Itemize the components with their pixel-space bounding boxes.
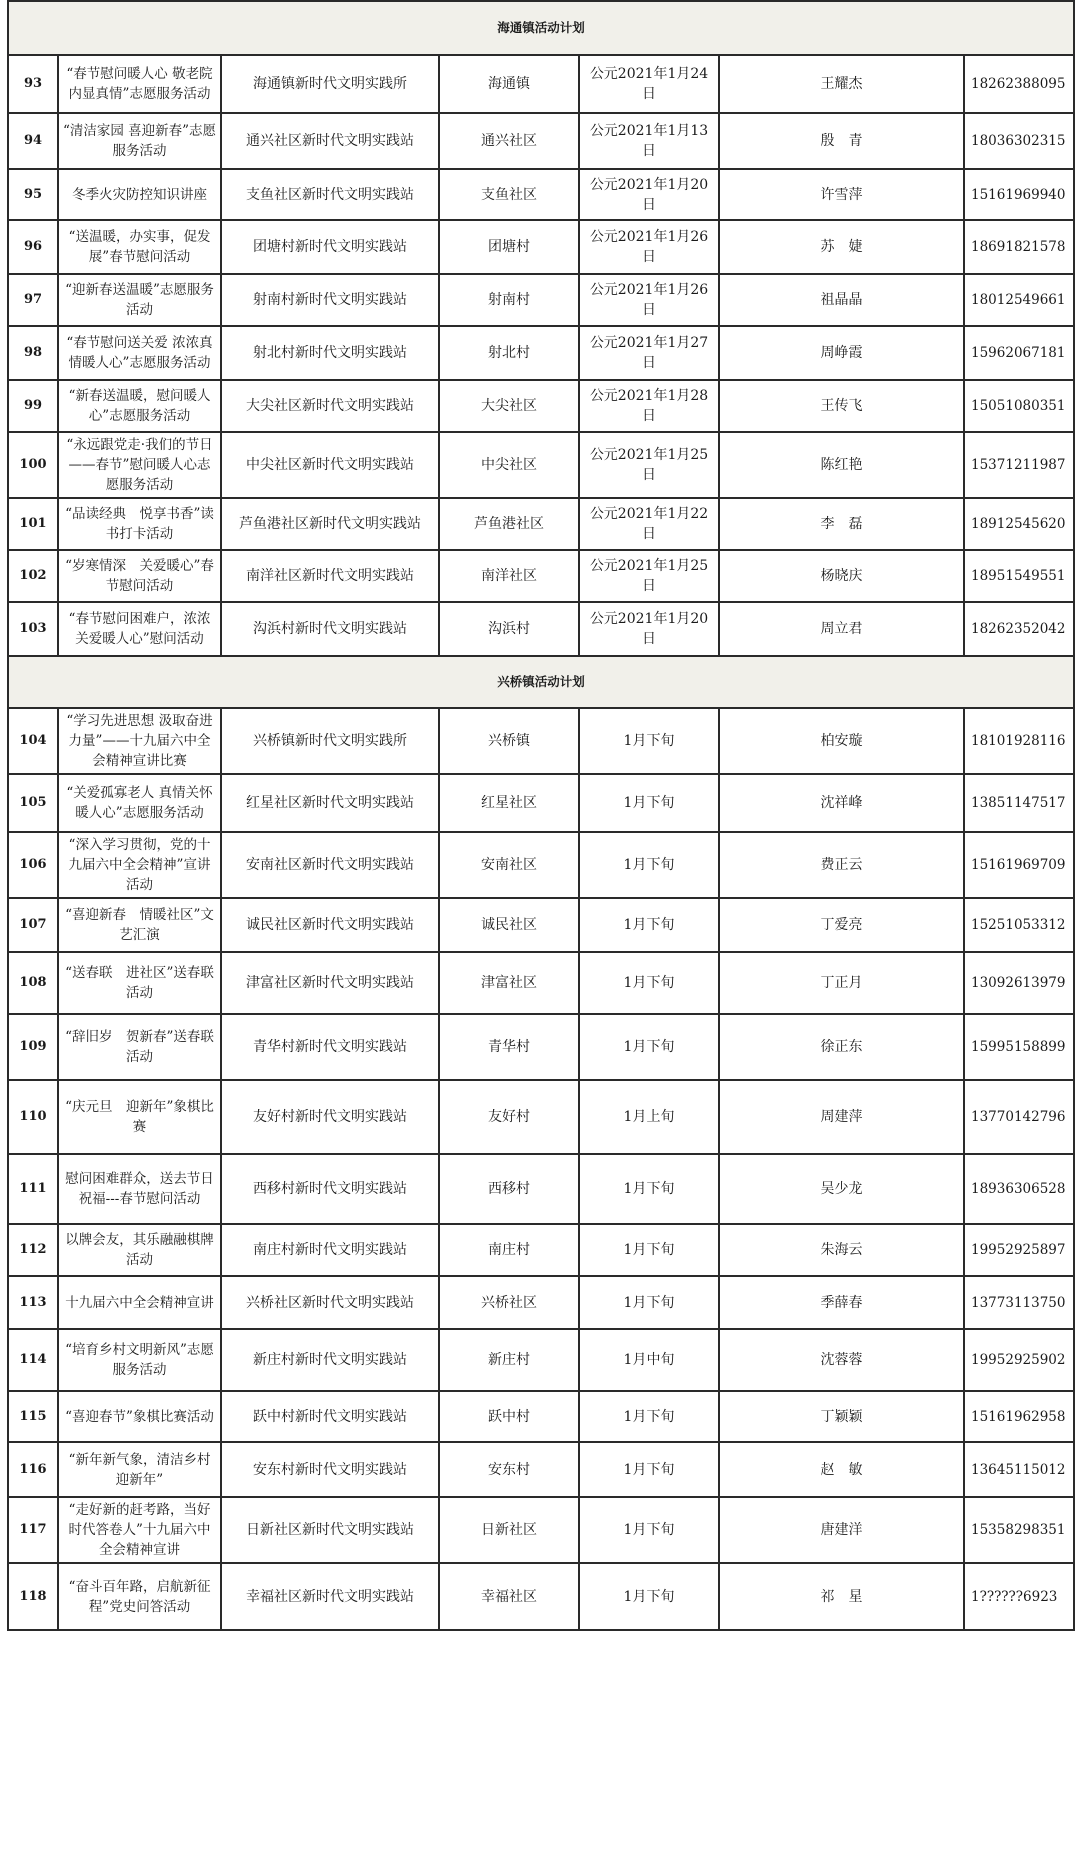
- table-row: [8, 832, 1074, 898]
- date: 公元2021年1月26日: [579, 220, 719, 274]
- row-number: 106: [8, 832, 58, 898]
- date: 公元2021年1月13日: [579, 113, 719, 169]
- activity-name: “春节慰问暖人心 敬老院内显真情”志愿服务活动: [58, 55, 221, 113]
- date: 1月下旬: [579, 708, 719, 774]
- organizer: 沟浜村新时代文明实践站: [221, 602, 439, 656]
- date: 1月下旬: [579, 1563, 719, 1630]
- contact-person: 李 磊: [719, 498, 964, 550]
- activity-name: “春节慰问困难户，浓浓关爱暖人心”慰问活动: [58, 602, 221, 656]
- activity-name: “品读经典 悦享书香”读书打卡活动: [58, 498, 221, 550]
- location: 诚民社区: [439, 898, 579, 952]
- date: 1月下旬: [579, 1224, 719, 1276]
- organizer: 射南村新时代文明实践站: [221, 274, 439, 326]
- activity-name: “辞旧岁 贺新春”送春联活动: [58, 1014, 221, 1080]
- contact-person: 徐正东: [719, 1014, 964, 1080]
- row-number: 110: [8, 1080, 58, 1154]
- phone-number: 13770142796: [964, 1080, 1074, 1154]
- row-number: 100: [8, 432, 58, 498]
- organizer: 安东村新时代文明实践站: [221, 1442, 439, 1497]
- phone-number: 15051080351: [964, 380, 1074, 432]
- organizer: 津富社区新时代文明实践站: [221, 952, 439, 1014]
- activity-name: “迎新春送温暖”志愿服务活动: [58, 274, 221, 326]
- organizer: 跃中村新时代文明实践站: [221, 1391, 439, 1442]
- row-number: 99: [8, 380, 58, 432]
- organizer: 西移村新时代文明实践站: [221, 1154, 439, 1224]
- phone-number: 13851147517: [964, 774, 1074, 832]
- activity-name: 慰问困难群众，送去节日祝福---春节慰问活动: [58, 1154, 221, 1224]
- contact-person: 苏 婕: [719, 220, 964, 274]
- organizer: 南洋社区新时代文明实践站: [221, 550, 439, 602]
- contact-person: 柏安璇: [719, 708, 964, 774]
- table-row: [8, 708, 1074, 774]
- activity-name: “关爱孤寡老人 真情关怀暖人心”志愿服务活动: [58, 774, 221, 832]
- table-row: [8, 498, 1074, 550]
- organizer: 兴桥社区新时代文明实践站: [221, 1276, 439, 1329]
- phone-number: 13092613979: [964, 952, 1074, 1014]
- phone-number: 15161969940: [964, 169, 1074, 220]
- location: 大尖社区: [439, 380, 579, 432]
- phone-number: 15161962958: [964, 1391, 1074, 1442]
- organizer: 团塘村新时代文明实践站: [221, 220, 439, 274]
- activity-name: “送温暖，办实事，促发展”春节慰问活动: [58, 220, 221, 274]
- organizer: 大尖社区新时代文明实践站: [221, 380, 439, 432]
- location: 红星社区: [439, 774, 579, 832]
- location: 安东村: [439, 1442, 579, 1497]
- date: 1月下旬: [579, 1154, 719, 1224]
- phone-number: 13645115012: [964, 1442, 1074, 1497]
- location: 幸福社区: [439, 1563, 579, 1630]
- table-row: [8, 380, 1074, 432]
- organizer: 中尖社区新时代文明实践站: [221, 432, 439, 498]
- row-number: 104: [8, 708, 58, 774]
- date: 1月下旬: [579, 1014, 719, 1080]
- contact-person: 周峥霞: [719, 326, 964, 380]
- date: 1月下旬: [579, 774, 719, 832]
- phone-number: 15995158899: [964, 1014, 1074, 1080]
- table-row: [8, 952, 1074, 1014]
- date: 1月中旬: [579, 1329, 719, 1391]
- table-row: [8, 1014, 1074, 1080]
- table-row: [8, 1497, 1074, 1563]
- row-number: 105: [8, 774, 58, 832]
- row-number: 101: [8, 498, 58, 550]
- activity-name: 冬季火灾防控知识讲座: [58, 169, 221, 220]
- contact-person: 殷 青: [719, 113, 964, 169]
- row-number: 118: [8, 1563, 58, 1630]
- row-number: 115: [8, 1391, 58, 1442]
- location: 日新社区: [439, 1497, 579, 1563]
- phone-number: 19952925897: [964, 1224, 1074, 1276]
- phone-number: 15358298351: [964, 1497, 1074, 1563]
- contact-person: 祖晶晶: [719, 274, 964, 326]
- table-row: [8, 602, 1074, 656]
- organizer: 射北村新时代文明实践站: [221, 326, 439, 380]
- date: 1月下旬: [579, 1276, 719, 1329]
- organizer: 兴桥镇新时代文明实践所: [221, 708, 439, 774]
- location: 支鱼社区: [439, 169, 579, 220]
- table-row: [8, 55, 1074, 113]
- activity-name: “学习先进思想 汲取奋进力量”——十九届六中全会精神宣讲比赛: [58, 708, 221, 774]
- activity-name: “深入学习贯彻，党的十九届六中全会精神”宣讲活动: [58, 832, 221, 898]
- table-row: [8, 1080, 1074, 1154]
- activity-name: “清洁家园 喜迎新春”志愿服务活动: [58, 113, 221, 169]
- location: 兴桥社区: [439, 1276, 579, 1329]
- contact-person: 丁爱亮: [719, 898, 964, 952]
- contact-person: 丁正月: [719, 952, 964, 1014]
- table-row: [8, 1442, 1074, 1497]
- section-header-row: [8, 1, 1074, 55]
- phone-number: 15371211987: [964, 432, 1074, 498]
- location: 跃中村: [439, 1391, 579, 1442]
- contact-person: 王传飞: [719, 380, 964, 432]
- contact-person: 祁 星: [719, 1563, 964, 1630]
- phone-number: 18262388095: [964, 55, 1074, 113]
- phone-number: 18936306528: [964, 1154, 1074, 1224]
- table-row: [8, 432, 1074, 498]
- row-number: 108: [8, 952, 58, 1014]
- row-number: 112: [8, 1224, 58, 1276]
- organizer: 红星社区新时代文明实践站: [221, 774, 439, 832]
- table-row: [8, 1154, 1074, 1224]
- row-number: 94: [8, 113, 58, 169]
- activity-name: “走好新的赶考路，当好时代答卷人”十九届六中全会精神宣讲: [58, 1497, 221, 1563]
- row-number: 98: [8, 326, 58, 380]
- contact-person: 沈蓉蓉: [719, 1329, 964, 1391]
- activity-name: 以牌会友，其乐融融棋牌活动: [58, 1224, 221, 1276]
- organizer: 幸福社区新时代文明实践站: [221, 1563, 439, 1630]
- organizer: 新庄村新时代文明实践站: [221, 1329, 439, 1391]
- location: 沟浜村: [439, 602, 579, 656]
- contact-person: 许雪萍: [719, 169, 964, 220]
- row-number: 107: [8, 898, 58, 952]
- phone-number: 18691821578: [964, 220, 1074, 274]
- date: 1月下旬: [579, 832, 719, 898]
- phone-number: 18012549661: [964, 274, 1074, 326]
- location: 安南社区: [439, 832, 579, 898]
- table-row: [8, 1391, 1074, 1442]
- contact-person: 陈红艳: [719, 432, 964, 498]
- date: 公元2021年1月20日: [579, 602, 719, 656]
- location: 新庄村: [439, 1329, 579, 1391]
- location: 团塘村: [439, 220, 579, 274]
- table-row: [8, 550, 1074, 602]
- section-title: 海通镇活动计划: [8, 1, 1074, 55]
- activity-name: “新年新气象，清洁乡村迎新年”: [58, 1442, 221, 1497]
- activity-plan-table: [7, 0, 1075, 1631]
- location: 射北村: [439, 326, 579, 380]
- phone-number: 13773113750: [964, 1276, 1074, 1329]
- table-row: [8, 169, 1074, 220]
- date: 1月下旬: [579, 898, 719, 952]
- location: 芦鱼港社区: [439, 498, 579, 550]
- contact-person: 费正云: [719, 832, 964, 898]
- activity-name: “新春送温暖，慰问暖人心”志愿服务活动: [58, 380, 221, 432]
- organizer: 南庄村新时代文明实践站: [221, 1224, 439, 1276]
- activity-name: 十九届六中全会精神宣讲: [58, 1276, 221, 1329]
- row-number: 102: [8, 550, 58, 602]
- table-row: [8, 220, 1074, 274]
- row-number: 97: [8, 274, 58, 326]
- date: 公元2021年1月22日: [579, 498, 719, 550]
- date: 公元2021年1月25日: [579, 432, 719, 498]
- row-number: 114: [8, 1329, 58, 1391]
- row-number: 103: [8, 602, 58, 656]
- date: 1月下旬: [579, 1391, 719, 1442]
- date: 公元2021年1月24日: [579, 55, 719, 113]
- contact-person: 丁颖颖: [719, 1391, 964, 1442]
- activity-name: “送春联 进社区”送春联活动: [58, 952, 221, 1014]
- table-row: [8, 898, 1074, 952]
- location: 津富社区: [439, 952, 579, 1014]
- contact-person: 唐建洋: [719, 1497, 964, 1563]
- date: 公元2021年1月27日: [579, 326, 719, 380]
- table-row: [8, 1224, 1074, 1276]
- activity-name: “岁寒情深 关爱暖心”春节慰问活动: [58, 550, 221, 602]
- location: 青华村: [439, 1014, 579, 1080]
- location: 海通镇: [439, 55, 579, 113]
- organizer: 青华村新时代文明实践站: [221, 1014, 439, 1080]
- row-number: 109: [8, 1014, 58, 1080]
- date: 1月下旬: [579, 1442, 719, 1497]
- organizer: 友好村新时代文明实践站: [221, 1080, 439, 1154]
- date: 1月上旬: [579, 1080, 719, 1154]
- date: 1月下旬: [579, 1497, 719, 1563]
- contact-person: 杨晓庆: [719, 550, 964, 602]
- contact-person: 赵 敏: [719, 1442, 964, 1497]
- table-row: [8, 774, 1074, 832]
- row-number: 117: [8, 1497, 58, 1563]
- location: 南洋社区: [439, 550, 579, 602]
- activity-name: “培育乡村文明新风”志愿服务活动: [58, 1329, 221, 1391]
- contact-person: 季薛春: [719, 1276, 964, 1329]
- location: 中尖社区: [439, 432, 579, 498]
- phone-number: 15161969709: [964, 832, 1074, 898]
- activity-name: “喜迎春节”象棋比赛活动: [58, 1391, 221, 1442]
- contact-person: 周建萍: [719, 1080, 964, 1154]
- row-number: 116: [8, 1442, 58, 1497]
- phone-number: 18101928116: [964, 708, 1074, 774]
- contact-person: 周立君: [719, 602, 964, 656]
- contact-person: 王耀杰: [719, 55, 964, 113]
- phone-number: 18912545620: [964, 498, 1074, 550]
- section-title: 兴桥镇活动计划: [8, 656, 1074, 708]
- activity-name: “永远跟党走·我们的节日——春节”慰问暖人心志愿服务活动: [58, 432, 221, 498]
- location: 友好村: [439, 1080, 579, 1154]
- date: 公元2021年1月20日: [579, 169, 719, 220]
- location: 兴桥镇: [439, 708, 579, 774]
- organizer: 支鱼社区新时代文明实践站: [221, 169, 439, 220]
- row-number: 111: [8, 1154, 58, 1224]
- activity-name: “春节慰问送关爱 浓浓真情暖人心”志愿服务活动: [58, 326, 221, 380]
- phone-number: 18951549551: [964, 550, 1074, 602]
- phone-number: 18036302315: [964, 113, 1074, 169]
- organizer: 海通镇新时代文明实践所: [221, 55, 439, 113]
- row-number: 95: [8, 169, 58, 220]
- date: 1月下旬: [579, 952, 719, 1014]
- date: 公元2021年1月26日: [579, 274, 719, 326]
- row-number: 93: [8, 55, 58, 113]
- phone-number: 15962067181: [964, 326, 1074, 380]
- date: 公元2021年1月28日: [579, 380, 719, 432]
- table-row: [8, 1329, 1074, 1391]
- organizer: 芦鱼港社区新时代文明实践站: [221, 498, 439, 550]
- phone-number: 19952925902: [964, 1329, 1074, 1391]
- phone-number: 15251053312: [964, 898, 1074, 952]
- table-row: [8, 113, 1074, 169]
- organizer: 安南社区新时代文明实践站: [221, 832, 439, 898]
- row-number: 113: [8, 1276, 58, 1329]
- section-header-row: [8, 656, 1074, 708]
- table-row: [8, 274, 1074, 326]
- contact-person: 吴少龙: [719, 1154, 964, 1224]
- contact-person: 朱海云: [719, 1224, 964, 1276]
- row-number: 96: [8, 220, 58, 274]
- activity-name: “喜迎新春 情暖社区”文艺汇演: [58, 898, 221, 952]
- activity-name: “庆元旦 迎新年”象棋比赛: [58, 1080, 221, 1154]
- location: 射南村: [439, 274, 579, 326]
- date: 公元2021年1月25日: [579, 550, 719, 602]
- organizer: 诚民社区新时代文明实践站: [221, 898, 439, 952]
- location: 通兴社区: [439, 113, 579, 169]
- location: 西移村: [439, 1154, 579, 1224]
- table-row: [8, 326, 1074, 380]
- contact-person: 沈祥峰: [719, 774, 964, 832]
- phone-number: 18262352042: [964, 602, 1074, 656]
- table-row: [8, 1563, 1074, 1630]
- organizer: 日新社区新时代文明实践站: [221, 1497, 439, 1563]
- organizer: 通兴社区新时代文明实践站: [221, 113, 439, 169]
- activity-name: “奋斗百年路，启航新征程”党史问答活动: [58, 1563, 221, 1630]
- table-row: [8, 1276, 1074, 1329]
- phone-number: 1??????6923: [964, 1563, 1074, 1630]
- location: 南庄村: [439, 1224, 579, 1276]
